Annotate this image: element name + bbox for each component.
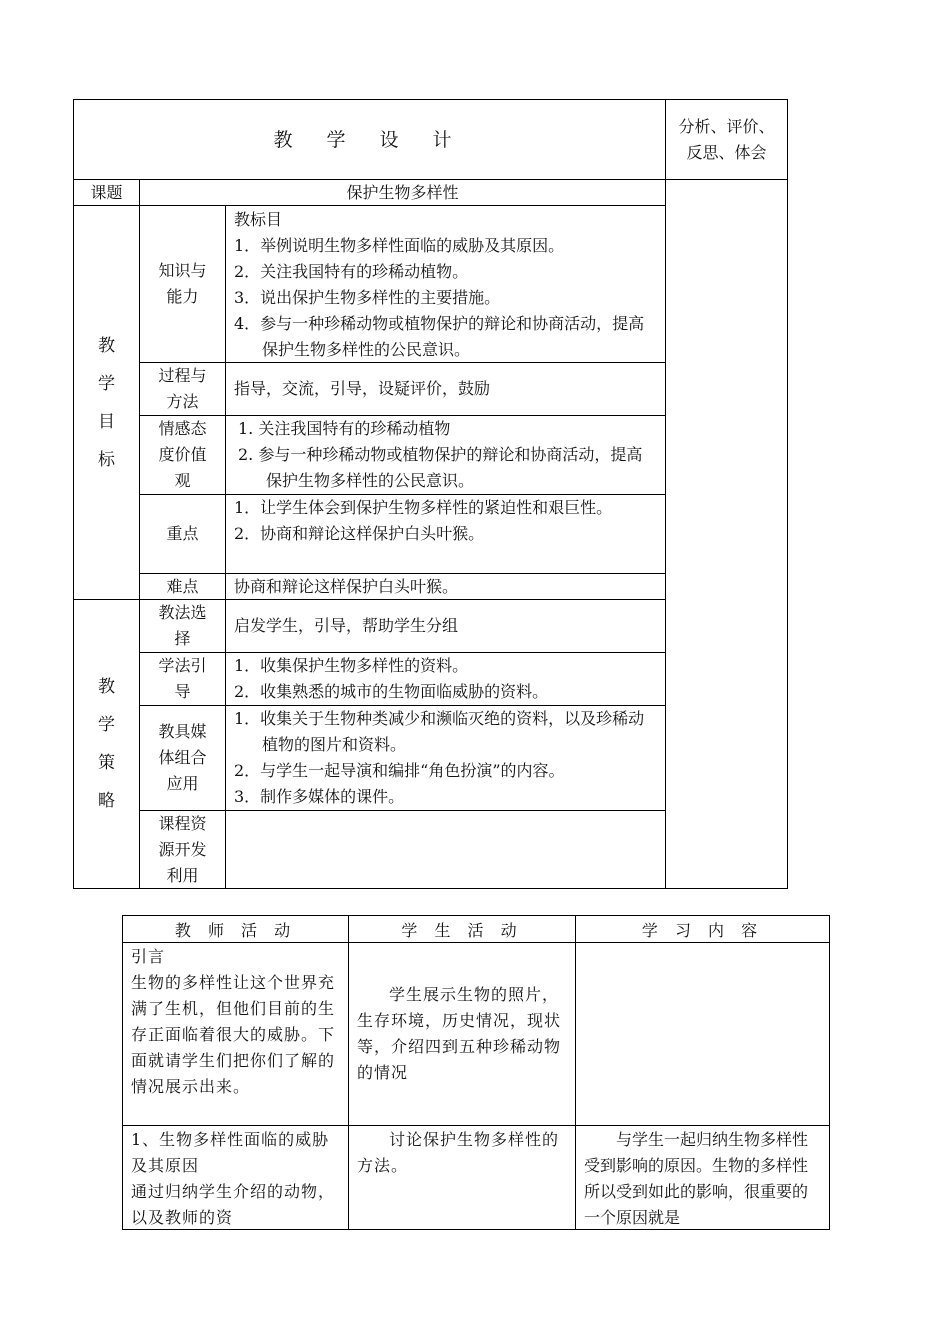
- guide-content: [226, 653, 665, 705]
- key-content: [226, 495, 665, 573]
- knowledge-item: 2．关注我国特有的珍稀动植物。: [234, 262, 469, 281]
- row2-teacher-activity: 1、生物多样性面临的威胁及其原因 通过归纳学生介绍的动物，以及教师的资: [131, 1130, 336, 1227]
- media-label: 教具媒体组合应用: [158, 722, 207, 793]
- resource-label: 课程资源开发利用: [158, 813, 207, 885]
- emotion-content: [226, 416, 665, 494]
- media-list: [234, 706, 657, 810]
- knowledge-item: 4．参与一种珍稀动物或植物保护的辩论和协商活动，提高保护生物多样性的公民意识。: [234, 314, 645, 359]
- objectives-char-2: 学: [98, 373, 115, 394]
- row1-student-activity: 学生展示生物的照片，生存环境，历史情况，现状等，介绍四到五种珍稀动物的情况: [357, 985, 562, 1082]
- method-label: 教法选择: [158, 603, 207, 648]
- guide-item: 2．收集熟悉的城市的生物面临威胁的资料。: [234, 682, 549, 701]
- resource-text: [226, 811, 665, 888]
- row1-learning-content: [576, 943, 829, 1125]
- knowledge-heading: 教标目: [234, 210, 283, 229]
- media-item: 2．与学生一起导演和编排“角色扮演”的内容。: [234, 761, 565, 780]
- media-content: [226, 706, 665, 810]
- topic-value: 保护生物多样性: [346, 182, 459, 202]
- row1-teacher-activity: 引言 生物的多样性让这个世界充满了生机，但他们目前的生存正面临着很大的威胁。下面就请学生们把你们了解的情况展示出来。: [131, 947, 336, 1096]
- difficult-text: 协商和辩论这样保护白头叶猴。: [234, 576, 459, 596]
- objectives-char-4: 标: [98, 449, 115, 470]
- key-item: 2．协商和辩论这样保护白头叶猴。: [234, 524, 485, 543]
- knowledge-item: 1．举例说明生物多样性面临的威胁及其原因。: [234, 236, 565, 255]
- row2-student-activity: 讨论保护生物多样性的方法。: [357, 1130, 560, 1175]
- topic-label: 课题: [90, 182, 123, 202]
- design-title: 教 学 设 计: [273, 128, 466, 151]
- objectives-char-3: 目: [98, 411, 115, 432]
- guide-list: [234, 653, 657, 705]
- activity-right-border: [829, 915, 830, 1230]
- media-item: 1．收集关于生物种类减少和濒临灭绝的资料，以及珍稀动植物的图片和资料。: [234, 709, 645, 754]
- difficult-label: 难点: [166, 576, 199, 596]
- emotion-item: 1. 关注我国特有的珍稀动植物: [238, 419, 451, 438]
- guide-label: 学法引导: [158, 656, 207, 701]
- objectives-label: [74, 206, 139, 599]
- strategy-label: [74, 600, 139, 888]
- side-header: 分析、评价、反思、体会: [678, 116, 775, 162]
- side-column-divider: [665, 99, 666, 889]
- design-right-border: [787, 99, 788, 889]
- key-label: 重点: [166, 524, 199, 543]
- strategy-char-1: 教: [98, 677, 115, 697]
- key-list: [234, 495, 657, 547]
- strategy-char-2: 学: [98, 715, 115, 735]
- emotion-label: 情感态度价值观: [158, 419, 207, 490]
- media-item: 3．制作多媒体的课件。: [234, 787, 405, 806]
- row2-learning-content: 与学生一起归纳生物多样性受到影响的原因。生物的多样性所以受到如此的影响，很重要的一个原因就是: [584, 1130, 809, 1227]
- emotion-list: [238, 416, 657, 494]
- header-learning-content: 学 习 内 容: [641, 920, 764, 940]
- process-text: 指导，交流，引导，设疑评价，鼓励: [234, 379, 491, 398]
- strategy-char-4: 略: [98, 791, 115, 811]
- knowledge-list: [234, 233, 657, 363]
- method-text: 启发学生，引导，帮助学生分组: [234, 616, 459, 635]
- process-label: 过程与方法: [158, 366, 207, 411]
- activity-bottom-border: [122, 1229, 830, 1230]
- strategy-char-3: 策: [98, 753, 115, 773]
- knowledge-content: [226, 206, 665, 362]
- guide-item: 1．收集保护生物多样性的资料。: [234, 656, 469, 675]
- knowledge-item: 3．说出保护生物多样性的主要措施。: [234, 288, 501, 307]
- emotion-item: 2. 参与一种珍稀动物或植物保护的辩论和协商活动，提高保护生物多样性的公民意识。: [238, 445, 643, 490]
- objectives-char-1: 教: [98, 335, 115, 356]
- side-header-bottom-border: [665, 179, 788, 180]
- key-item: 1．让学生体会到保护生物多样性的紧迫性和艰巨性。: [234, 498, 613, 517]
- header-teacher-activity: 教 师 活 动: [174, 920, 297, 940]
- header-student-activity: 学 生 活 动: [401, 920, 523, 940]
- knowledge-label: 知识与能力: [158, 261, 207, 306]
